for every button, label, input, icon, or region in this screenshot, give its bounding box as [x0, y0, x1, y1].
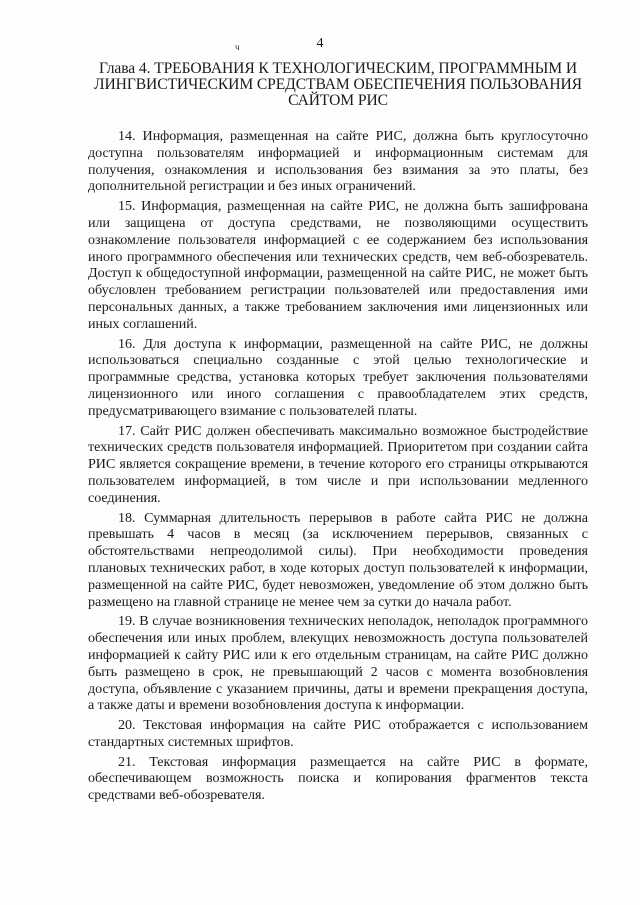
paragraph-18: 18. Суммарная длительность перерывов в работе сайта РИС не должна превышать 4 часов в месяц (за исключением перерывов, связанных с обстоятельствами непреодолимой силы). При необходимости проведения плановых технических работ, в ходе которых доступ пользователей к информации, размещенной на сайте РИС, будет невозможен, уведомление об этом должно быть размещено на главной странице не менее чем за сутки до начала работ. — [88, 509, 588, 610]
paragraph-20: 20. Текстовая информация на сайте РИС отображается с использованием стандартных системных шрифтов. — [88, 717, 588, 750]
paragraph-16: 16. Для доступа к информации, размещенной на сайте РИС, не должны использоваться специально созданные с этой целью технологические и программные средства, установка которых требует заключения пользователями лицензионного или иного соглашения с правообладателем этих средств, предусматривающего взимание с пользователей платы. — [88, 335, 588, 419]
paragraph-19: 19. В случае возникновения технических неполадок, неполадок программного обеспечения или иных проблем, влекущих невозможность доступа пользователей информацией к сайту РИС или к его отдельным страницам, на сайте РИС должно быть размещено в срок, не превышающий 2 часов с момента возобновления доступа, объявление с указанием причины, даты и времени прекращения доступа, а также даты и времени возобновления доступа к информации. — [88, 613, 588, 714]
document-body — [88, 128, 588, 807]
paragraph-17: 17. Сайт РИС должен обеспечивать максимально возможное быстродействие технических средств пользователя информацией. Приоритетом при создании сайта РИС является сокращение времени, в течение которого его страницы открываются пользователем информацией, в том числе и при использовании медленного соединения. — [88, 422, 588, 506]
paragraph-15: 15. Информация, размещенная на сайте РИС, не должна быть зашифрована или защищена от доступа средствами, не позволяющими осуществить ознакомление пользователя информацией с ее содержанием без использования иного программного обеспечения или технических средств, чем веб-обозреватель. Доступ к общедоступной информации, размещенной на сайте РИС, не может быть обусловлен требованием регистрации пользователей или предоставления ими персональных данных, а также требованием заключения ими лицензионных или иных соглашений. — [88, 198, 588, 332]
chapter-title: Глава 4. ТРЕБОВАНИЯ К ТЕХНОЛОГИЧЕСКИМ, ПРОГРАММНЫМ И ЛИНГВИСТИЧЕСКИМ СРЕДСТВАМ ОБЕСПЕЧЕНИЯ ПОЛЬЗОВАНИЯ САЙТОМ РИС — [94, 60, 582, 109]
paragraph-14: 14. Информация, размещенная на сайте РИС, должна быть круглосуточно доступна пользователям информацией и информационным системам для получения, ознакомления и использования без взимания за это платы, без дополнительной регистрации и без иных ограничений. — [88, 128, 588, 195]
paragraph-21: 21. Текстовая информация размещается на сайте РИС в формате, обеспечивающем возможность поиска и копирования фрагментов текста средствами веб-обозревателя. — [88, 753, 588, 804]
margin-mark: ч — [235, 42, 240, 52]
page-number: 4 — [316, 36, 324, 51]
